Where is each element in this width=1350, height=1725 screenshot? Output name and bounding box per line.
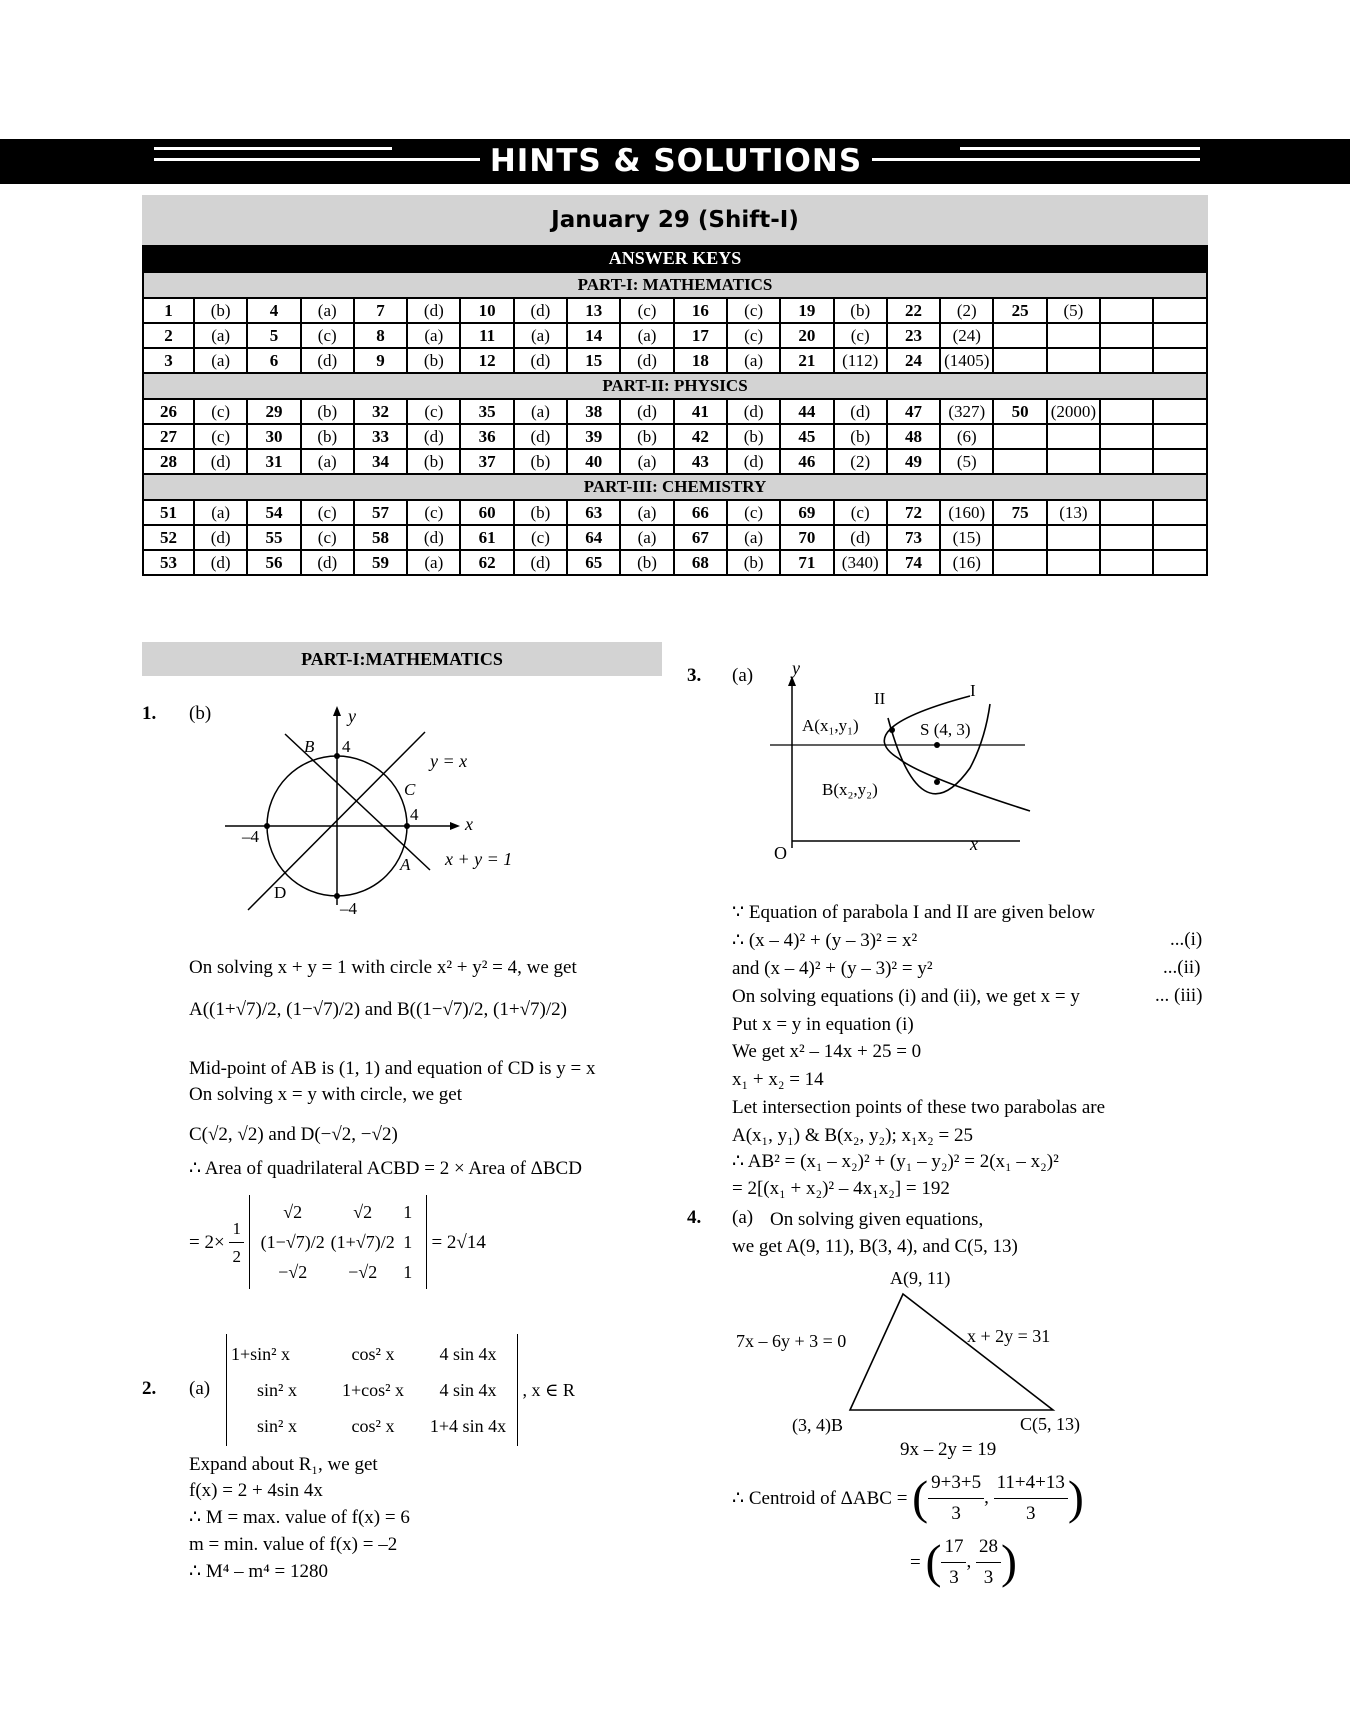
label-4: 4 [410, 805, 419, 824]
question-number-cell: 13 [567, 298, 620, 323]
q1-line-4: On solving x = y with circle, we get [189, 1084, 462, 1105]
eq-ref: ...(i) [1170, 929, 1203, 950]
q1-line-2: A((1+√7)/2, (1−√7)/2) and B((1−√7)/2, (1+√7)/2) [189, 999, 567, 1020]
label-x-plus-y: x + y = 1 [445, 849, 513, 869]
answer-cell: (a) [194, 323, 247, 348]
question-number-cell: 43 [674, 449, 727, 474]
question-number-cell: 48 [887, 424, 940, 449]
answer-cell: (c) [727, 500, 780, 525]
question-number-cell: 46 [780, 449, 833, 474]
q3-line-8: Let intersection points of these two parabolas are [732, 1097, 1106, 1118]
question-number-cell: 2 [143, 323, 194, 348]
answer-cell: (a) [620, 323, 673, 348]
q4-result: = ( $\frac{17}{3}$ , $\frac{28}{3}$ ) [910, 1532, 1017, 1593]
answer-cell: (d) [194, 550, 247, 575]
answer-row [143, 298, 1207, 323]
question-number-cell: 20 [780, 323, 833, 348]
question-number-cell [1100, 449, 1153, 474]
label-y-eq-x: y = x [430, 751, 468, 771]
question-number-cell [993, 323, 1046, 348]
label-C: C(5, 13) [1020, 1414, 1080, 1434]
answer-cell: (d) [407, 525, 460, 550]
frac-den: 3 [1025, 1503, 1036, 1524]
answer-cell: (15) [940, 525, 993, 550]
q3-line-3: and (x – 4)² + (y – 3)² = y² [732, 958, 933, 979]
q3-figure [770, 658, 1030, 863]
q4-figure [730, 1262, 1110, 1435]
question-number-cell: 64 [567, 525, 620, 550]
answer-cell: (2) [834, 449, 887, 474]
question-number-cell: 56 [247, 550, 300, 575]
q3-line-1: ∵ Equation of parabola I and II are given below [732, 902, 1095, 923]
answer-cell [1153, 550, 1207, 575]
question-number-cell: 45 [780, 424, 833, 449]
question-number-cell [1100, 298, 1153, 323]
question-number-cell [993, 424, 1046, 449]
answer-row [143, 449, 1207, 474]
question-number-cell: 28 [143, 449, 194, 474]
answer-cell: (d) [301, 348, 354, 373]
answer-cell [1047, 323, 1100, 348]
answer-cell: (a) [514, 323, 567, 348]
question-number-cell: 58 [354, 525, 407, 550]
question-answer: (a) [732, 665, 754, 686]
label-D: D [274, 883, 287, 902]
label-x: x [465, 814, 473, 834]
question-number: 2. [142, 1378, 157, 1399]
question-number-cell [1100, 550, 1153, 575]
answer-cell [1153, 525, 1207, 550]
question-number-cell: 7 [354, 298, 407, 323]
answer-row [143, 348, 1207, 373]
label-A: A [400, 855, 411, 874]
answer-cell [1153, 298, 1207, 323]
answer-cell: (13) [1047, 500, 1100, 525]
answer-key-box [142, 195, 1208, 576]
question-number: 4. [687, 1207, 702, 1228]
det-result: = 2√14 [431, 1231, 486, 1253]
q1-line-6: ∴ Area of quadrilateral ACBD = 2 × Area of ΔBCD [189, 1158, 582, 1179]
frac-num: 17 [941, 1532, 966, 1563]
label-A: A(x₁,y₁) [802, 716, 859, 735]
question-answer: (b) [189, 703, 212, 724]
answer-cell: (d) [514, 550, 567, 575]
answer-row [143, 323, 1207, 348]
question-number-cell: 72 [887, 500, 940, 525]
question-number: 1. [142, 703, 157, 724]
banner-rule [154, 147, 392, 150]
question-number-cell: 26 [143, 399, 194, 424]
question-number-cell: 22 [887, 298, 940, 323]
question-number-cell: 3 [143, 348, 194, 373]
answer-cell: (c) [301, 500, 354, 525]
question-number-cell: 68 [674, 550, 727, 575]
answer-cell: (a) [620, 500, 673, 525]
banner-rule [960, 147, 1200, 150]
label-eq2: x + 2y = 31 [967, 1326, 1051, 1346]
answer-cell: (b) [407, 348, 460, 373]
answer-cell: (c) [407, 500, 460, 525]
answer-cell: (1405) [940, 348, 993, 373]
answer-cell [1047, 550, 1100, 575]
answer-cell: (16) [940, 550, 993, 575]
point [264, 823, 270, 829]
centroid-label: ∴ Centroid of ΔABC = [732, 1487, 908, 1509]
answer-cell [1153, 424, 1207, 449]
answer-cell: (a) [620, 449, 673, 474]
answer-cell: (a) [301, 298, 354, 323]
answer-cell [1153, 348, 1207, 373]
answer-cell: (b) [514, 500, 567, 525]
question-number-cell [1100, 500, 1153, 525]
question-number-cell [993, 525, 1046, 550]
answer-cell: (a) [727, 525, 780, 550]
part-heading: PART-III: CHEMISTRY [143, 474, 1207, 500]
question-number-cell: 53 [143, 550, 194, 575]
question-number-cell: 67 [674, 525, 727, 550]
question-number-cell: 44 [780, 399, 833, 424]
answer-cell: (d) [407, 424, 460, 449]
answer-cell [1153, 449, 1207, 474]
answer-cell: (a) [514, 399, 567, 424]
question-number-cell [993, 550, 1046, 575]
answer-cell: (a) [194, 500, 247, 525]
frac-num: 28 [976, 1532, 1001, 1563]
question-number-cell: 31 [247, 449, 300, 474]
question-number-cell: 30 [247, 424, 300, 449]
x-arrow-icon [450, 822, 460, 830]
q2-line-2: f(x) = 2 + 4sin 4x [189, 1480, 323, 1501]
answer-cell: (d) [301, 550, 354, 575]
question-number-cell: 57 [354, 500, 407, 525]
answer-cell: (a) [194, 348, 247, 373]
question-number-cell: 35 [460, 399, 513, 424]
answer-cell: (d) [834, 399, 887, 424]
point [334, 753, 340, 759]
q4-line-1: On solving given equations, [770, 1209, 984, 1230]
q3-line-11: = 2[(x₁ + x₂)² – 4x₁x₂] = 192 [732, 1178, 950, 1199]
part-heading: PART-I: MATHEMATICS [143, 272, 1207, 298]
question-number-cell: 17 [674, 323, 727, 348]
question-number-cell: 47 [887, 399, 940, 424]
label-neg4: –4 [242, 827, 259, 846]
question-number-cell [993, 348, 1046, 373]
q1-figure [220, 700, 550, 918]
answer-cell: (340) [834, 550, 887, 575]
label-C: C [404, 780, 416, 799]
question-number-cell: 33 [354, 424, 407, 449]
answer-cell: (c) [194, 424, 247, 449]
question-number-cell: 37 [460, 449, 513, 474]
question-number-cell: 38 [567, 399, 620, 424]
answer-cell: (c) [194, 399, 247, 424]
banner-rule [872, 158, 1200, 161]
question-number-cell: 6 [247, 348, 300, 373]
answer-cell: (a) [407, 323, 460, 348]
answer-cell: (6) [940, 424, 993, 449]
question-number-cell: 73 [887, 525, 940, 550]
q3-line-4: On solving equations (i) and (ii), we get x = y [732, 986, 1080, 1007]
eq-ref: ...(ii) [1163, 957, 1201, 978]
part-heading: PART-II: PHYSICS [143, 373, 1207, 399]
label-B: (3, 4)B [792, 1415, 843, 1435]
answer-row [143, 500, 1207, 525]
q2-line-5: ∴ M⁴ – m⁴ = 1280 [189, 1561, 328, 1582]
answer-cell: (112) [834, 348, 887, 373]
answer-cell: (c) [834, 323, 887, 348]
label-I: I [970, 681, 976, 700]
question-number-cell: 55 [247, 525, 300, 550]
label-A: A(9, 11) [890, 1268, 951, 1288]
answer-cell: (b) [620, 550, 673, 575]
answer-cell [1153, 500, 1207, 525]
question-number-cell: 41 [674, 399, 727, 424]
label-B: B [304, 737, 315, 756]
answer-cell: (a) [407, 550, 460, 575]
question-number-cell: 18 [674, 348, 727, 373]
answer-key-table [142, 271, 1208, 576]
answer-cell: (c) [301, 323, 354, 348]
frac-den: 3 [983, 1567, 994, 1588]
label-y: y [348, 706, 356, 726]
question-number-cell: 40 [567, 449, 620, 474]
question-number-cell: 9 [354, 348, 407, 373]
question-number-cell: 75 [993, 500, 1046, 525]
answer-row [143, 525, 1207, 550]
label-O: O [774, 843, 787, 863]
answer-cell [1047, 348, 1100, 373]
answer-cell: (c) [727, 298, 780, 323]
answer-cell: (327) [940, 399, 993, 424]
question-number-cell: 51 [143, 500, 194, 525]
question-number-cell: 27 [143, 424, 194, 449]
answer-cell: (c) [834, 500, 887, 525]
question-number-cell: 5 [247, 323, 300, 348]
answer-cell [1047, 424, 1100, 449]
date-title: January 29 (Shift-I) [142, 195, 1208, 245]
header-banner [0, 139, 1350, 184]
question-number-cell: 16 [674, 298, 727, 323]
q3-line-9: A(x₁, y₁) & B(x₂, y₂); x₁x₂ = 25 [732, 1125, 973, 1146]
answer-cell: (c) [514, 525, 567, 550]
question-number-cell: 66 [674, 500, 727, 525]
frac-den: 3 [949, 1567, 959, 1588]
point-A [889, 727, 895, 733]
question-number-cell: 60 [460, 500, 513, 525]
label-B: B(x₂,y₂) [822, 780, 878, 799]
q3-line-6: We get x² – 14x + 25 = 0 [732, 1041, 922, 1062]
question-number-cell: 23 [887, 323, 940, 348]
answer-cell: (d) [620, 348, 673, 373]
question-number-cell: 39 [567, 424, 620, 449]
question-number-cell: 49 [887, 449, 940, 474]
answer-cell: (d) [194, 525, 247, 550]
question-number-cell: 61 [460, 525, 513, 550]
question-number-cell [993, 449, 1046, 474]
question-number-cell: 29 [247, 399, 300, 424]
section-title: PART-I:MATHEMATICS [142, 642, 662, 676]
question-number-cell: 25 [993, 298, 1046, 323]
banner-title: HINTS & SOLUTIONS [489, 143, 863, 179]
answer-cell: (b) [301, 424, 354, 449]
answer-cell: (c) [301, 525, 354, 550]
answer-cell [1047, 525, 1100, 550]
answer-cell: (5) [1047, 298, 1100, 323]
answer-cell: (a) [620, 525, 673, 550]
answer-cell: (d) [834, 525, 887, 550]
answer-cell: (d) [407, 298, 460, 323]
question-number-cell: 12 [460, 348, 513, 373]
answer-cell: (d) [727, 449, 780, 474]
answer-cell: (d) [514, 348, 567, 373]
q3-line-5: Put x = y in equation (i) [732, 1014, 914, 1035]
question-number: 3. [687, 665, 702, 686]
y-arrow-icon [333, 706, 341, 716]
answer-cell: (c) [727, 323, 780, 348]
question-number-cell: 36 [460, 424, 513, 449]
question-number-cell: 15 [567, 348, 620, 373]
parabola-II [884, 696, 1030, 811]
answer-cell: (d) [514, 298, 567, 323]
eq-ref: ... (iii) [1155, 985, 1203, 1006]
question-number-cell: 63 [567, 500, 620, 525]
answer-cell: (b) [834, 424, 887, 449]
question-number-cell: 59 [354, 550, 407, 575]
question-number-cell: 21 [780, 348, 833, 373]
answer-cell: (b) [727, 424, 780, 449]
question-number-cell [1100, 323, 1153, 348]
answer-cell: (a) [301, 449, 354, 474]
frac-num: 9+3+5 [928, 1468, 984, 1499]
label-4: 4 [342, 737, 351, 756]
answer-cell: (2000) [1047, 399, 1100, 424]
label-eq1: 7x – 6y + 3 = 0 [736, 1331, 847, 1351]
q1-determinant: = 2× $\frac{1}{2}$ √2 √2 1 (1−√7)/2 (1+√7)/2 1 −√2 −√2 1 = 2√14 [189, 1195, 486, 1289]
q3-line-10: ∴ AB² = (x₁ – x₂)² + (y₁ – y₂)² = 2(x₁ – x₂)² [732, 1151, 1059, 1172]
answer-cell: (b) [407, 449, 460, 474]
label-y: y [792, 658, 800, 678]
answer-cell [1153, 399, 1207, 424]
q3-line-2: ∴ (x – 4)² + (y – 3)² = x² [732, 930, 918, 951]
banner-rule [154, 158, 480, 161]
answer-cell: (24) [940, 323, 993, 348]
point-B [934, 779, 940, 785]
q4-eq3: 9x – 2y = 19 [900, 1439, 997, 1460]
answer-cell: (d) [194, 449, 247, 474]
answer-cell: (b) [620, 424, 673, 449]
q3-line-7: x₁ + x₂ = 14 [732, 1069, 824, 1090]
question-number-cell [1100, 424, 1153, 449]
answer-cell: (2) [940, 298, 993, 323]
label-neg4: –4 [340, 899, 357, 918]
q2-determinant: 1+sin² x cos² x 4 sin 4x sin² x 1+cos² x 4 sin 4x sin² x cos² x 1+4 sin 4x , x ∈ R [226, 1334, 575, 1446]
answer-cell: (160) [940, 500, 993, 525]
point-S [934, 742, 940, 748]
answer-cell: (d) [727, 399, 780, 424]
question-number-cell: 4 [247, 298, 300, 323]
question-number-cell: 54 [247, 500, 300, 525]
question-number-cell: 34 [354, 449, 407, 474]
question-number-cell: 1 [143, 298, 194, 323]
question-number-cell: 14 [567, 323, 620, 348]
answer-cell: (b) [514, 449, 567, 474]
question-number-cell [1100, 525, 1153, 550]
label-II: II [874, 689, 886, 708]
answer-row [143, 399, 1207, 424]
q1-line-1: On solving x + y = 1 with circle x² + y² = 4, we get [189, 957, 577, 978]
question-number-cell: 19 [780, 298, 833, 323]
answer-cell: (c) [407, 399, 460, 424]
question-number-cell: 11 [460, 323, 513, 348]
q2-line-1: Expand about R₁, we get [189, 1454, 378, 1475]
label-S: S (4, 3) [920, 720, 971, 739]
q4-centroid: ∴ Centroid of ΔABC = ( $\frac{9+3+5}{3}$ , $\frac{11+4+13}{3}$ ) [732, 1468, 1084, 1529]
q1-line-3: Mid-point of AB is (1, 1) and equation of CD is y = x [189, 1058, 596, 1079]
question-number-cell: 65 [567, 550, 620, 575]
question-number-cell: 62 [460, 550, 513, 575]
answer-row [143, 550, 1207, 575]
answer-cell: (c) [620, 298, 673, 323]
label-x: x [970, 834, 978, 854]
question-answer: (a) [189, 1378, 211, 1399]
question-number-cell: 70 [780, 525, 833, 550]
q2-line-4: m = min. value of f(x) = –2 [189, 1534, 398, 1555]
answer-cell: (b) [301, 399, 354, 424]
q4-line-2: we get A(9, 11), B(3, 4), and C(5, 13) [732, 1236, 1018, 1257]
q2-line-3: ∴ M = max. value of f(x) = 6 [189, 1507, 410, 1528]
answer-cell: (d) [514, 424, 567, 449]
frac-num: 11+4+13 [994, 1468, 1068, 1499]
question-number-cell [1100, 399, 1153, 424]
question-number-cell: 42 [674, 424, 727, 449]
q1-line-5: C(√2, √2) and D(−√2, −√2) [189, 1124, 398, 1145]
question-number-cell: 69 [780, 500, 833, 525]
question-number-cell: 71 [780, 550, 833, 575]
triangle [850, 1294, 1053, 1410]
question-number-cell: 32 [354, 399, 407, 424]
answer-cell: (d) [620, 399, 673, 424]
answer-row [143, 424, 1207, 449]
answer-cell: (5) [940, 449, 993, 474]
answer-cell [1047, 449, 1100, 474]
question-answer: (a) [732, 1207, 754, 1228]
answer-cell: (b) [727, 550, 780, 575]
question-number-cell: 74 [887, 550, 940, 575]
question-number-cell: 10 [460, 298, 513, 323]
question-number-cell: 50 [993, 399, 1046, 424]
answer-cell [1153, 323, 1207, 348]
answer-keys-heading: ANSWER KEYS [142, 245, 1208, 271]
frac-den: 3 [951, 1503, 961, 1524]
answer-cell: (b) [194, 298, 247, 323]
question-number-cell [1100, 348, 1153, 373]
question-number-cell: 8 [354, 323, 407, 348]
answer-cell: (b) [834, 298, 887, 323]
question-number-cell: 52 [143, 525, 194, 550]
answer-cell: (a) [727, 348, 780, 373]
question-number-cell: 24 [887, 348, 940, 373]
